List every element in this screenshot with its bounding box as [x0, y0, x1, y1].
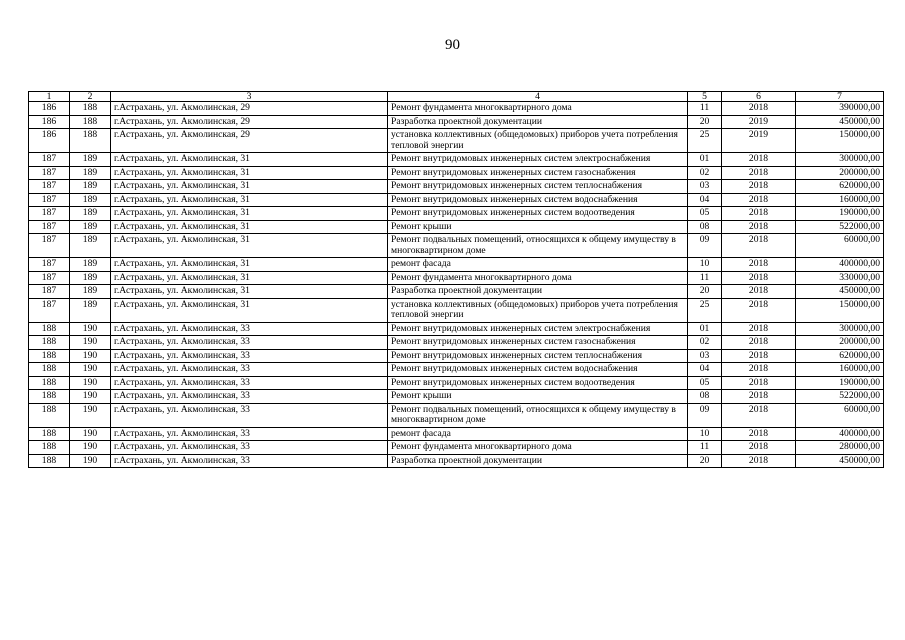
table-row [29, 363, 884, 377]
table-row [29, 234, 884, 258]
table-row [29, 220, 884, 234]
cell-cost: 150000,00 [796, 298, 884, 322]
column-header: 4 [388, 92, 688, 102]
cell-cost: 522000,00 [796, 220, 884, 234]
cell-cost: 280000,00 [796, 441, 884, 455]
cell-year: 2018 [722, 207, 796, 221]
cell-work-type: Ремонт подвальных помещений, относящихся к общему имуществу в многоквартирном доме [388, 234, 688, 258]
cell-work-type: Разработка проектной документации [388, 285, 688, 299]
cell-cost: 160000,00 [796, 193, 884, 207]
cell-work-type: Ремонт внутридомовых инженерных систем теплоснабжения [388, 349, 688, 363]
table-row [29, 336, 884, 350]
cell-work-type: Ремонт внутридомовых инженерных систем газоснабжения [388, 336, 688, 350]
cell-seq-no: 187 [29, 298, 70, 322]
cell-house-no: 190 [70, 403, 111, 427]
cell-year: 2018 [722, 258, 796, 272]
cell-seq-no: 188 [29, 403, 70, 427]
header-row [29, 92, 884, 102]
cell-address: г.Астрахань, ул. Акмолинская, 31 [111, 220, 388, 234]
cell-address: г.Астрахань, ул. Акмолинская, 29 [111, 129, 388, 153]
cell-work-code: 05 [688, 376, 722, 390]
table-row [29, 180, 884, 194]
cell-work-code: 11 [688, 271, 722, 285]
cell-seq-no: 186 [29, 102, 70, 116]
cell-year: 2018 [722, 271, 796, 285]
column-header: 1 [29, 92, 70, 102]
repair-schedule-table [28, 91, 884, 468]
cell-year: 2018 [722, 363, 796, 377]
cell-seq-no: 188 [29, 322, 70, 336]
table-row [29, 349, 884, 363]
cell-house-no: 190 [70, 427, 111, 441]
cell-seq-no: 187 [29, 193, 70, 207]
cell-house-no: 188 [70, 102, 111, 116]
cell-year: 2018 [722, 376, 796, 390]
cell-work-code: 20 [688, 454, 722, 468]
cell-address: г.Астрахань, ул. Акмолинская, 31 [111, 285, 388, 299]
cell-cost: 400000,00 [796, 427, 884, 441]
table-row [29, 376, 884, 390]
cell-seq-no: 188 [29, 336, 70, 350]
cell-work-type: Ремонт крыши [388, 220, 688, 234]
cell-work-type: Ремонт внутридомовых инженерных систем газоснабжения [388, 166, 688, 180]
cell-address: г.Астрахань, ул. Акмолинская, 31 [111, 153, 388, 167]
cell-seq-no: 187 [29, 234, 70, 258]
cell-work-code: 10 [688, 258, 722, 272]
cell-cost: 190000,00 [796, 376, 884, 390]
cell-work-type: Разработка проектной документации [388, 115, 688, 129]
cell-seq-no: 186 [29, 129, 70, 153]
cell-house-no: 189 [70, 220, 111, 234]
cell-cost: 160000,00 [796, 363, 884, 377]
cell-house-no: 190 [70, 349, 111, 363]
cell-cost: 330000,00 [796, 271, 884, 285]
cell-work-type: Ремонт фундамента многоквартирного дома [388, 441, 688, 455]
cell-year: 2018 [722, 220, 796, 234]
cell-cost: 620000,00 [796, 349, 884, 363]
cell-work-code: 02 [688, 336, 722, 350]
cell-seq-no: 187 [29, 285, 70, 299]
cell-address: г.Астрахань, ул. Акмолинская, 33 [111, 349, 388, 363]
cell-cost: 60000,00 [796, 403, 884, 427]
table-row [29, 390, 884, 404]
cell-work-code: 10 [688, 427, 722, 441]
table-row [29, 166, 884, 180]
cell-cost: 190000,00 [796, 207, 884, 221]
cell-year: 2019 [722, 129, 796, 153]
cell-house-no: 188 [70, 115, 111, 129]
cell-year: 2018 [722, 298, 796, 322]
cell-work-type: Ремонт подвальных помещений, относящихся к общему имуществу в многоквартирном доме [388, 403, 688, 427]
cell-work-code: 08 [688, 390, 722, 404]
cell-seq-no: 188 [29, 376, 70, 390]
table-row [29, 271, 884, 285]
cell-seq-no: 188 [29, 390, 70, 404]
cell-address: г.Астрахань, ул. Акмолинская, 29 [111, 102, 388, 116]
cell-work-code: 11 [688, 441, 722, 455]
cell-seq-no: 188 [29, 441, 70, 455]
cell-work-code: 03 [688, 349, 722, 363]
table-row [29, 441, 884, 455]
cell-year: 2018 [722, 403, 796, 427]
table-row [29, 193, 884, 207]
cell-house-no: 189 [70, 207, 111, 221]
cell-house-no: 189 [70, 285, 111, 299]
cell-house-no: 190 [70, 441, 111, 455]
cell-cost: 150000,00 [796, 129, 884, 153]
cell-work-code: 09 [688, 234, 722, 258]
cell-address: г.Астрахань, ул. Акмолинская, 33 [111, 376, 388, 390]
cell-work-type: ремонт фасада [388, 258, 688, 272]
cell-house-no: 189 [70, 234, 111, 258]
cell-address: г.Астрахань, ул. Акмолинская, 31 [111, 207, 388, 221]
cell-cost: 300000,00 [796, 153, 884, 167]
cell-seq-no: 187 [29, 271, 70, 285]
cell-seq-no: 187 [29, 207, 70, 221]
table-row [29, 129, 884, 153]
cell-address: г.Астрахань, ул. Акмолинская, 31 [111, 193, 388, 207]
cell-work-code: 05 [688, 207, 722, 221]
cell-work-type: Ремонт внутридомовых инженерных систем водоотведения [388, 207, 688, 221]
cell-cost: 620000,00 [796, 180, 884, 194]
cell-seq-no: 187 [29, 258, 70, 272]
cell-address: г.Астрахань, ул. Акмолинская, 33 [111, 454, 388, 468]
cell-year: 2018 [722, 454, 796, 468]
cell-work-code: 09 [688, 403, 722, 427]
cell-work-code: 11 [688, 102, 722, 116]
cell-work-code: 04 [688, 363, 722, 377]
cell-seq-no: 188 [29, 363, 70, 377]
cell-address: г.Астрахань, ул. Акмолинская, 31 [111, 298, 388, 322]
cell-address: г.Астрахань, ул. Акмолинская, 33 [111, 441, 388, 455]
cell-address: г.Астрахань, ул. Акмолинская, 31 [111, 234, 388, 258]
cell-seq-no: 186 [29, 115, 70, 129]
cell-address: г.Астрахань, ул. Акмолинская, 31 [111, 166, 388, 180]
cell-work-type: Ремонт внутридомовых инженерных систем электроснабжения [388, 153, 688, 167]
cell-house-no: 189 [70, 166, 111, 180]
cell-address: г.Астрахань, ул. Акмолинская, 33 [111, 322, 388, 336]
cell-cost: 450000,00 [796, 285, 884, 299]
cell-work-type: Ремонт внутридомовых инженерных систем водоснабжения [388, 193, 688, 207]
cell-address: г.Астрахань, ул. Акмолинская, 33 [111, 336, 388, 350]
cell-work-code: 02 [688, 166, 722, 180]
cell-work-code: 01 [688, 153, 722, 167]
cell-seq-no: 188 [29, 349, 70, 363]
cell-house-no: 189 [70, 258, 111, 272]
cell-house-no: 188 [70, 129, 111, 153]
cell-work-type: Разработка проектной документации [388, 454, 688, 468]
cell-work-code: 03 [688, 180, 722, 194]
cell-year: 2018 [722, 102, 796, 116]
cell-seq-no: 187 [29, 220, 70, 234]
cell-year: 2018 [722, 349, 796, 363]
cell-house-no: 189 [70, 180, 111, 194]
cell-work-type: Ремонт внутридомовых инженерных систем водоотведения [388, 376, 688, 390]
table-body [29, 102, 884, 468]
cell-work-type: ремонт фасада [388, 427, 688, 441]
cell-year: 2018 [722, 193, 796, 207]
column-header: 3 [111, 92, 388, 102]
cell-year: 2018 [722, 322, 796, 336]
cell-work-code: 01 [688, 322, 722, 336]
cell-cost: 300000,00 [796, 322, 884, 336]
column-header: 6 [722, 92, 796, 102]
cell-house-no: 189 [70, 298, 111, 322]
cell-cost: 60000,00 [796, 234, 884, 258]
table-row [29, 258, 884, 272]
cell-address: г.Астрахань, ул. Акмолинская, 31 [111, 258, 388, 272]
cell-address: г.Астрахань, ул. Акмолинская, 29 [111, 115, 388, 129]
cell-seq-no: 187 [29, 153, 70, 167]
cell-cost: 450000,00 [796, 115, 884, 129]
cell-work-code: 08 [688, 220, 722, 234]
column-header: 2 [70, 92, 111, 102]
cell-address: г.Астрахань, ул. Акмолинская, 31 [111, 271, 388, 285]
cell-work-type: Ремонт внутридомовых инженерных систем теплоснабжения [388, 180, 688, 194]
cell-house-no: 189 [70, 193, 111, 207]
table-row [29, 298, 884, 322]
cell-house-no: 189 [70, 153, 111, 167]
cell-cost: 522000,00 [796, 390, 884, 404]
cell-year: 2018 [722, 390, 796, 404]
cell-work-code: 20 [688, 285, 722, 299]
table-row [29, 285, 884, 299]
cell-house-no: 190 [70, 454, 111, 468]
cell-house-no: 190 [70, 376, 111, 390]
cell-house-no: 190 [70, 322, 111, 336]
table-row [29, 322, 884, 336]
cell-year: 2018 [722, 166, 796, 180]
cell-house-no: 190 [70, 363, 111, 377]
cell-year: 2018 [722, 285, 796, 299]
table-row [29, 102, 884, 116]
column-header: 5 [688, 92, 722, 102]
cell-address: г.Астрахань, ул. Акмолинская, 33 [111, 427, 388, 441]
table-row [29, 207, 884, 221]
cell-work-type: Ремонт фундамента многоквартирного дома [388, 271, 688, 285]
page-number: 90 [445, 37, 460, 53]
cell-cost: 200000,00 [796, 336, 884, 350]
cell-year: 2018 [722, 441, 796, 455]
cell-work-code: 20 [688, 115, 722, 129]
table-row [29, 403, 884, 427]
table-row [29, 427, 884, 441]
cell-address: г.Астрахань, ул. Акмолинская, 33 [111, 390, 388, 404]
table-row [29, 153, 884, 167]
cell-cost: 450000,00 [796, 454, 884, 468]
cell-year: 2018 [722, 234, 796, 258]
table-row [29, 115, 884, 129]
column-header: 7 [796, 92, 884, 102]
cell-work-code: 25 [688, 298, 722, 322]
cell-work-type: установка коллективных (общедомовых) приборов учета потребления тепловой энергии [388, 129, 688, 153]
cell-work-type: Ремонт внутридомовых инженерных систем водоснабжения [388, 363, 688, 377]
cell-year: 2018 [722, 336, 796, 350]
table-row [29, 454, 884, 468]
cell-address: г.Астрахань, ул. Акмолинская, 33 [111, 403, 388, 427]
cell-year: 2018 [722, 427, 796, 441]
cell-address: г.Астрахань, ул. Акмолинская, 33 [111, 363, 388, 377]
cell-work-code: 04 [688, 193, 722, 207]
cell-house-no: 190 [70, 336, 111, 350]
cell-year: 2018 [722, 180, 796, 194]
cell-year: 2019 [722, 115, 796, 129]
cell-seq-no: 187 [29, 166, 70, 180]
cell-seq-no: 188 [29, 454, 70, 468]
cell-work-type: установка коллективных (общедомовых) приборов учета потребления тепловой энергии [388, 298, 688, 322]
cell-cost: 200000,00 [796, 166, 884, 180]
cell-seq-no: 187 [29, 180, 70, 194]
cell-year: 2018 [722, 153, 796, 167]
cell-address: г.Астрахань, ул. Акмолинская, 31 [111, 180, 388, 194]
cell-cost: 390000,00 [796, 102, 884, 116]
cell-cost: 400000,00 [796, 258, 884, 272]
cell-house-no: 189 [70, 271, 111, 285]
cell-work-code: 25 [688, 129, 722, 153]
cell-work-type: Ремонт внутридомовых инженерных систем электроснабжения [388, 322, 688, 336]
cell-seq-no: 188 [29, 427, 70, 441]
cell-work-type: Ремонт фундамента многоквартирного дома [388, 102, 688, 116]
cell-house-no: 190 [70, 390, 111, 404]
cell-work-type: Ремонт крыши [388, 390, 688, 404]
